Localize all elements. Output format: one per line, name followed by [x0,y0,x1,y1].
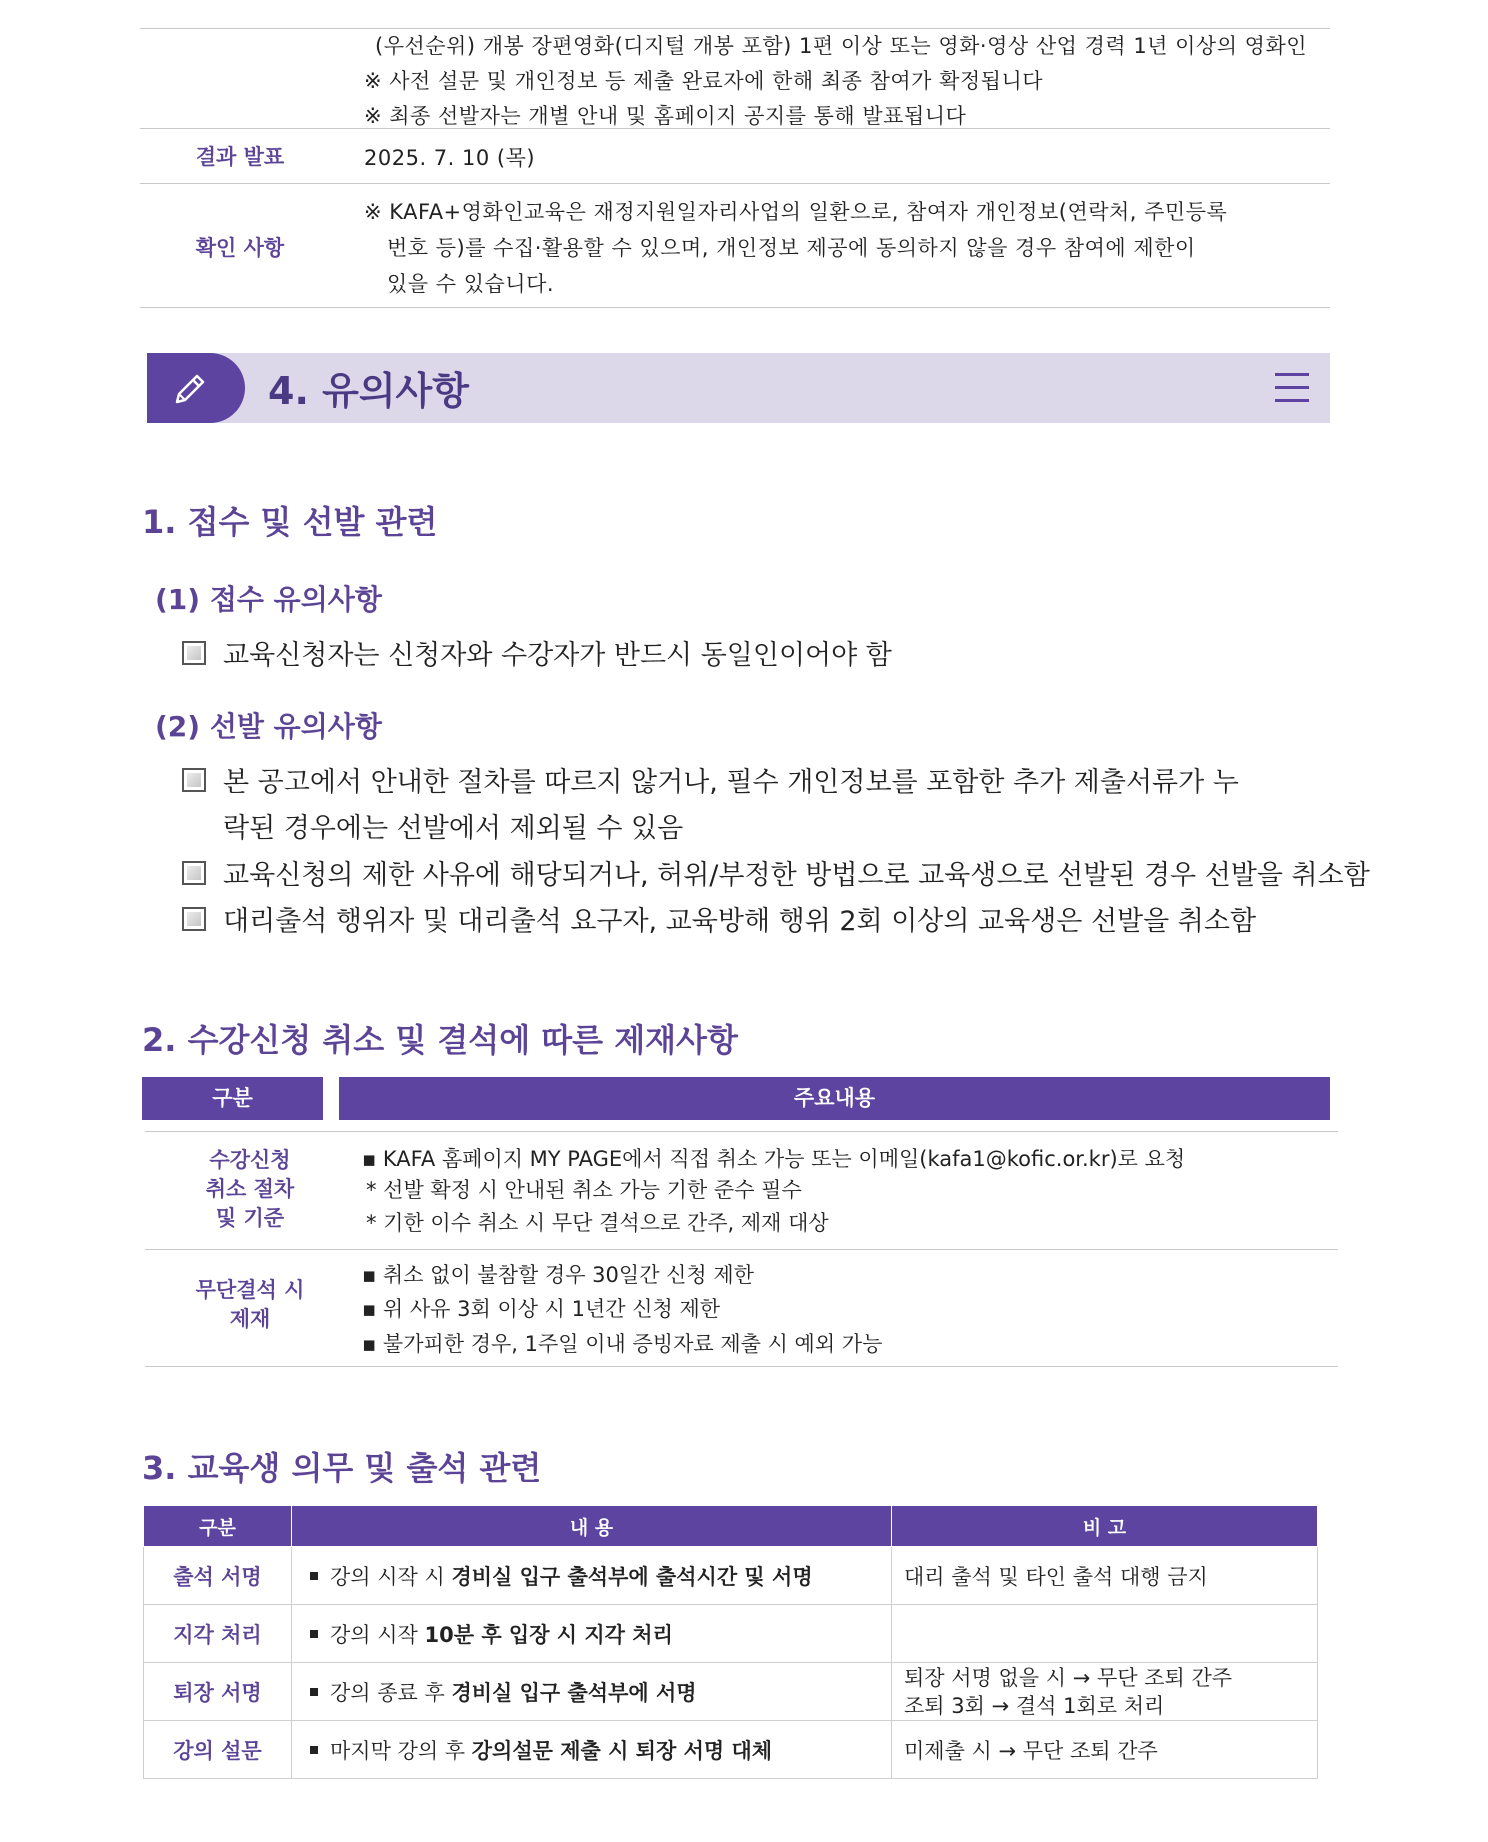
subheading-selection: (2) 선발 유의사항 [155,710,382,743]
table-header: 비 고 [892,1506,1318,1547]
table-text: ▪ 위 사유 3회 이상 시 1년간 신청 제한 [362,1297,721,1321]
table-cell: 강의 시작 10분 후 입장 시 지각 처리 [292,1605,892,1663]
row-label: 지각 처리 [144,1605,292,1663]
table-header-category: 구분 [142,1077,323,1120]
list-item: 교육신청의 제한 사유에 해당되거나, 허위/부정한 방법으로 교육생으로 선발된 경우 선발을 취소함 [223,860,1370,891]
attendance-table [143,1505,1318,1779]
divider [145,1249,1338,1250]
row-label: 출석 서명 [144,1547,292,1605]
table-text: * 기한 이수 취소 시 무단 결석으로 간주, 제재 대상 [366,1211,829,1235]
confirm-line: 번호 등)를 수집·활용할 수 있으며, 개인정보 제공에 동의하지 않을 경우 참여에 제한이 [387,236,1196,260]
list-item: 대리출석 행위자 및 대리출석 요구자, 교육방해 행위 2회 이상의 교육생은 선발을 취소함 [223,906,1257,937]
table-cell: 강의 종료 후 경비실 입구 출석부에 서명 [292,1663,892,1721]
result-label: 결과 발표 [195,145,285,169]
confirm-line: ※ KAFA+영화인교육은 재정지원일자리사업의 일환으로, 참여자 개인정보(연락처, 주민등록 [364,200,1228,224]
table-cell: 마지막 강의 후 강의설문 제출 시 퇴장 서명 대체 [292,1721,892,1779]
list-item: 본 공고에서 안내한 절차를 따르지 않거나, 필수 개인정보를 포함한 추가 제출서류가 누 [223,767,1239,798]
row-label: 무단결석 시 제재 [195,1278,305,1331]
divider [140,28,1330,29]
section-title: 4. 유의사항 [268,369,469,413]
subheading-reception: (1) 접수 유의사항 [155,583,382,616]
eligibility-line: (우선순위) 개봉 장편영화(디지털 개봉 포함) 1편 이상 또는 영화·영상 산업 경력 1년 이상의 영화인 [375,34,1308,58]
row-label: 퇴장 서명 [144,1663,292,1721]
table-text: * 선발 확정 시 안내된 취소 가능 기한 준수 필수 [366,1178,802,1202]
menu-icon [1275,373,1309,403]
heading-attendance: 3. 교육생 의무 및 출석 관련 [142,1449,542,1487]
note-line: ※ 최종 선발자는 개별 안내 및 홈페이지 공지를 통해 발표됩니다 [364,104,967,128]
divider [140,183,1330,184]
note-line: ※ 사전 설문 및 개인정보 등 제출 완료자에 한해 최종 참여가 확정됩니다 [364,69,1044,93]
table-row [144,1547,1318,1605]
divider [145,1366,1338,1367]
checkbox-icon [182,641,206,665]
divider [140,128,1330,129]
confirm-line: 있을 수 있습니다. [387,272,555,296]
table-cell: 강의 시작 시 경비실 입구 출석부에 출석시간 및 서명 [292,1547,892,1605]
table-header: 내 용 [292,1506,892,1547]
list-item: 교육신청자는 신청자와 수강자가 반드시 동일인이어야 함 [223,640,892,671]
checkbox-icon [182,768,206,792]
checkbox-icon [182,861,206,885]
heading-reception-selection: 1. 접수 및 선발 관련 [142,503,438,541]
table-row [144,1721,1318,1779]
table-text: ▪ 불가피한 경우, 1주일 이내 증빙자료 제출 시 예외 가능 [362,1332,883,1356]
table-text: ▪ KAFA 홈페이지 MY PAGE에서 직접 취소 가능 또는 이메일(kafa1@kofic.or.kr)로 요청 [362,1147,1186,1171]
list-item-continued: 락된 경우에는 선발에서 제외될 수 있음 [223,813,684,844]
table-cell: 미제출 시 → 무단 조퇴 간주 [892,1721,1318,1779]
table-cell: 퇴장 서명 없을 시 → 무단 조퇴 간주 조퇴 3회 → 결석 1회로 처리 [892,1663,1318,1721]
confirm-label: 확인 사항 [195,236,285,260]
table-header-content: 주요내용 [339,1077,1330,1120]
row-label: 강의 설문 [144,1721,292,1779]
divider [140,307,1330,308]
row-label: 수강신청 취소 절차 및 기준 [205,1148,295,1230]
table-text: ▪ 취소 없이 불참할 경우 30일간 신청 제한 [362,1263,754,1287]
table-cell [892,1605,1318,1663]
section-banner-tab [147,353,245,423]
result-date: 2025. 7. 10 (목) [364,146,536,170]
checkbox-icon [182,907,206,931]
table-cell: 대리 출석 및 타인 출석 대행 금지 [892,1547,1318,1605]
divider [145,1131,1338,1132]
table-row [144,1605,1318,1663]
table-row [144,1663,1318,1721]
table-header: 구분 [144,1506,292,1547]
pencil-icon [169,368,211,410]
heading-cancellation: 2. 수강신청 취소 및 결석에 따른 제재사항 [142,1021,738,1059]
